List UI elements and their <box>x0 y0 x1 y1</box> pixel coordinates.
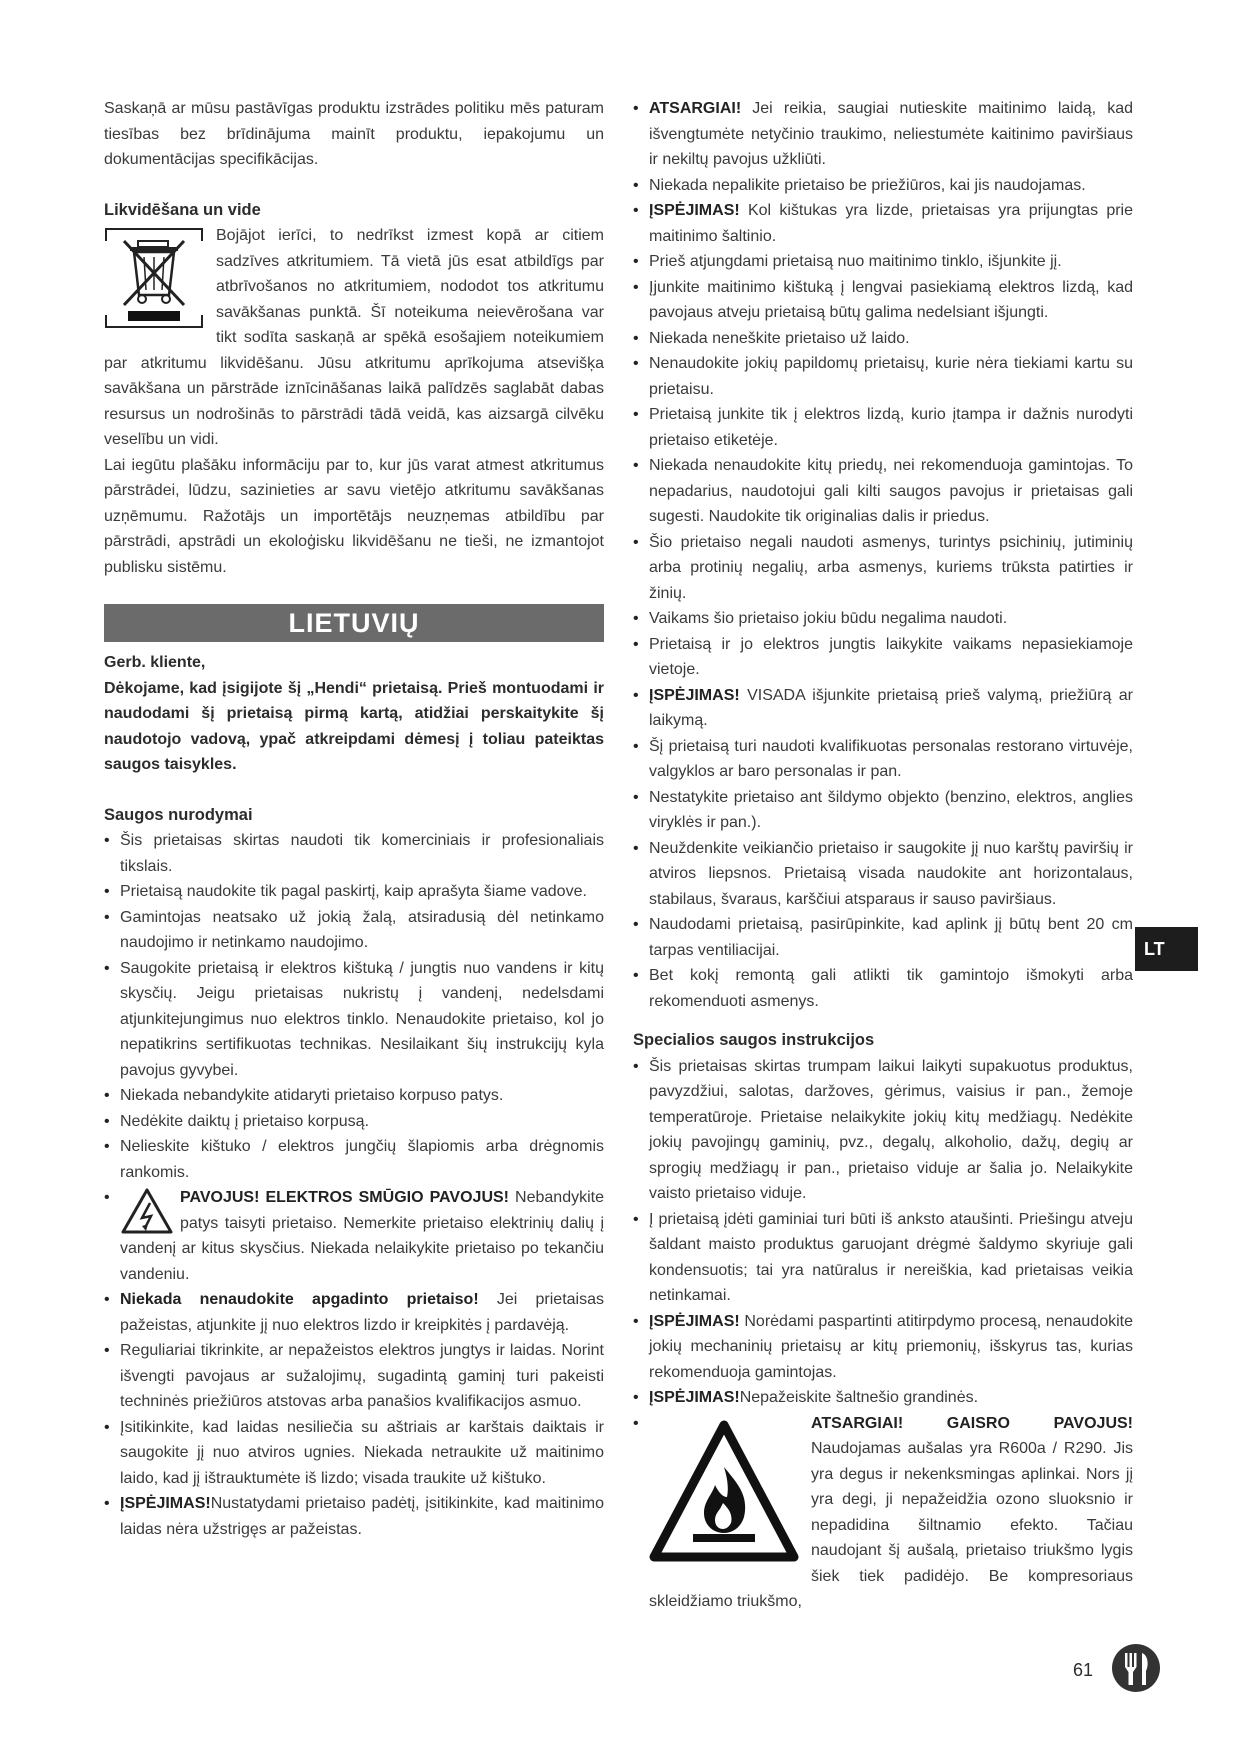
damaged-warning-text: Jei prietaisas pažeistas, atjunkite jį nuo elektros lizdo ir kreipkitės į pardavėją. <box>120 1291 605 1334</box>
warning-item <box>633 1385 1133 1411</box>
intro-paragraph: Saskaņā ar mūsu pastāvīgas produktu izstrādes politiku mēs paturam tiesības bez brīdinājuma mainīt produktu, iepakojumu un dokumentācijas specifikācijas. <box>104 100 604 168</box>
list-item: • Vaikams šio prietaiso jokiu būdu negalima naudoti. <box>633 606 1133 632</box>
disposal-section <box>104 223 604 453</box>
electric-hazard-icon <box>120 1187 174 1235</box>
warning-text: Norėdami paspartinti atitirpdymo procesą, nenaudokite jokių mechaninių prietaisų ar kitų priemonių, išskyrus tas, kurias rekomenduoja gamintojas. <box>649 1312 1133 1381</box>
safety-list-continued <box>633 96 1133 1014</box>
language-tab: LT <box>1135 927 1198 971</box>
warning-label: ĮSPĖJIMAS! <box>649 1389 740 1406</box>
list-item: • Nedėkite daiktų į prietaiso korpusą. <box>104 1109 604 1135</box>
special-safety-list <box>633 1054 1133 1615</box>
list-item: • Nestatykite prietaiso ant šildymo objekto (benzino, elektros, anglies viryklės ir pan.). <box>633 785 1133 836</box>
greeting: Gerb. kliente, <box>104 654 206 671</box>
list-item: • Į prietaisą įdėti gaminiai turi būti iš anksto ataušinti. Priešingu atveju šaldant maisto produktus garuojant drėgmė šaldymo skyriuje gali kondensuotis; tai yra natūralus ir nereiškia, kad prietaisas veikia netinkamai. <box>633 1207 1133 1309</box>
thanks-paragraph: Dėkojame, kad įsigijote šį „Hendi“ prietaisą. Prieš montuodami ir naudodami šį prietaisą pirmą kartą, atidžiai perskaitykite šį naudotojo vadovą, ypač atkreipdami dėmesį į toliau pateiktas saugos taisykles. <box>104 679 604 773</box>
list-item: • Niekada neneškite prietaiso už laido. <box>633 326 1133 352</box>
warning-text: VISADA išjunkite prietaisą prieš valymą, priežiūrą ar laikymą. <box>649 686 1133 729</box>
fire-warning-item <box>633 1411 1133 1615</box>
list-item: • Šis prietaisas skirtas trumpam laikui laikyti supakuotus produktus, pavyzdžiui, salotas, daržoves, gėrimus, vaisius ir pan., žemoje temperatūroje. Prietaise nelaikykite jokių kitų medžiagų. Nedėkite jokių pavojingų gaminių, pvz., degalų, alkoholio, dažų, degių ar sprogių medžiagų ir pan., prietaiso viduje ar šalia jo. Nelaikykite vaisto prietaiso viduje. <box>633 1054 1133 1207</box>
list-item: • Šio prietaiso negali naudoti asmenys, turintys psichinių, jutiminių arba protinių negalių, arba asmenys, kuriems trūksta patirties ir žinių. <box>633 530 1133 607</box>
warning-label: ĮSPĖJIMAS! <box>649 686 740 704</box>
cutlery-logo-icon <box>1111 1643 1161 1693</box>
list-item: • Naudodami prietaisą, pasirūpinkite, kad aplink jį būtų bent 20 cm tarpas ventiliacijai. <box>633 912 1133 963</box>
list-item: • Prietaisą ir jo elektros jungtis laikykite vaikams nepasiekiamoje vietoje. <box>633 632 1133 683</box>
warning-label: ĮSPĖJIMAS! <box>649 1312 740 1330</box>
list-item: • Nelieskite kištuko / elektros jungčių šlapiomis arba drėgnomis rankomis. <box>104 1134 604 1185</box>
list-item: • Gamintojas neatsako už jokią žalą, atsiradusią dėl netinkamo naudojimo ir netinkamo naudojimo. <box>104 905 604 956</box>
flammable-warning-icon <box>649 1417 799 1567</box>
warning-item <box>633 198 1133 249</box>
caution-label: ATSARGIAI! <box>649 100 742 117</box>
fire-warning-label: ATSARGIAI! GAISRO PAVOJUS! <box>811 1414 1133 1432</box>
warning-item <box>633 683 1133 734</box>
damaged-warning-item <box>104 1287 604 1338</box>
weee-bin-icon <box>104 227 204 333</box>
page-number: 61 <box>1073 1660 1094 1680</box>
list-item: • Neuždenkite veikiančio prietaiso ir saugokite jį nuo karštų paviršių ir atviros liepsnos. Prietaisą visada naudokite ant horizontalaus, stabilaus, švaraus, karščiui atsparaus ir sauso paviršiaus. <box>633 836 1133 913</box>
caution-text: Jei reikia, saugiai nutieskite maitinimo laidą, kad išvengtumėte netyčinio traukimo, neliestumėte kaitinimo paviršiaus ir nekiltų pavojus užkliūti. <box>649 100 1134 168</box>
list-item: • Saugokite prietaisą ir elektros kištuką / jungtis nuo vandens ir kitų skysčių. Jeigu prietaisas nukristų į vandenį, nedelsdami atjunkitejungimus nuo elektros tinklo. Nenaudokite prietaiso, kol jo nepatikrins sertifikuotas technikas. Nesilaikant šių instrukcijų kyla pavojus gyvybei. <box>104 956 604 1084</box>
list-item: • Šis prietaisas skirtas naudoti tik komerciniais ir profesionaliais tikslais. <box>104 828 604 879</box>
list-item: • Įjunkite maitinimo kištuką į lengvai pasiekiamą elektros lizdą, kad pavojaus atveju prietaisą būtų galima nedelsiant išjungti. <box>633 275 1133 326</box>
disposal-text-2: Lai iegūtu plašāku informāciju par to, kur jūs varat atmest atkritumus pārstrādei, lūdzu, sazinieties ar savu vietējo atkritumu savākšanas uzņēmumu. Ražotājs un importētājs neuzņemas atbildību par pārstrādi, apstrādi un ekoloģisku likvidēšanu ne tieši, ne izmantojot publisku sistēmu. <box>104 456 604 576</box>
safety-list <box>104 828 604 1542</box>
list-item: • Prieš atjungdami prietaisą nuo maitinimo tinklo, išjunkite jį. <box>633 249 1133 275</box>
warning-text: Kol kištukas yra lizde, prietaisas yra prijungtas prie maitinimo šaltinio. <box>649 202 1134 245</box>
list-item: • Bet kokį remontą gali atlikti tik gamintojo išmokyti arba rekomenduoti asmenys. <box>633 963 1133 1014</box>
warning-item <box>104 1491 604 1542</box>
list-item: • Šį prietaisą turi naudoti kvalifikuotas personalas restorano virtuvėje, valgyklos ar baro personalas ir pan. <box>633 734 1133 785</box>
list-item: • Niekada nebandykite atidaryti prietaiso korpuso patys. <box>104 1083 604 1109</box>
disposal-heading: Likvidēšana un vide <box>104 200 261 219</box>
shock-warning-text: Nebandykite patys taisyti prietaiso. Nemerkite prietaiso elektrinių dalių į vandenį ar kitus skysčius. Niekada nelaikykite prietaiso po tekančiu vandeniu. <box>120 1189 604 1283</box>
list-item: • Reguliariai tikrinkite, ar nepažeistos elektros jungtys ir laidas. Norint išvengti pavojaus ar sužalojimų, sugadintą gaminį turi pakeisti techninės priežiūros atstovas arba panašios kvalifikacijos asmuo. <box>104 1338 604 1415</box>
list-item: • Prietaisą naudokite tik pagal paskirtį, kaip aprašyta šiame vadove. <box>104 879 604 905</box>
list-item: • Įsitikinkite, kad laidas nesiliečia su aštriais ar karštais daiktais ir saugokite jį nuo atviros ugnies. Niekada netraukite už maitinimo laido, kad jį ištrauktumėte iš lizdo; visada traukite už kištuko. <box>104 1415 604 1492</box>
special-safety-heading: Specialios saugos instrukcijos <box>633 1031 875 1049</box>
warning-label: ĮSPĖJIMAS! <box>649 202 740 219</box>
warning-label: ĮSPĖJIMAS! <box>120 1495 211 1512</box>
safety-heading: Saugos nurodymai <box>104 805 253 824</box>
caution-item <box>633 96 1133 173</box>
shock-warning-item <box>104 1185 604 1287</box>
list-item: • Niekada nepalikite prietaiso be priežiūros, kai jis naudojamas. <box>633 173 1133 199</box>
damaged-warning-label: Niekada nenaudokite apgadinto prietaiso! <box>120 1291 479 1308</box>
left-column <box>104 96 604 1542</box>
list-item: • Nenaudokite jokių papildomų prietaisų, kurie nėra tiekiami kartu su prietaisu. <box>633 351 1133 402</box>
right-column <box>633 96 1133 1615</box>
warning-text: Nepažeiskite šaltnešio grandinės. <box>739 1389 979 1406</box>
list-item: • Prietaisą junkite tik į elektros lizdą, kurio įtampa ir dažnis nurodyti prietaiso etiketėje. <box>633 402 1133 453</box>
shock-warning-label: PAVOJUS! ELEKTROS SMŪGIO PAVOJUS! <box>180 1189 509 1206</box>
fire-warning-text: Naudojamas aušalas yra R600a / R290. Jis yra degus ir nekenksmingas aplinkai. Nors jį yra degi, ji nepažeidžia ozono sluoksnio ir nepadidina šiltnamio efekto. Tačiau naudojant šį aušalą, prietaiso triukšmo lygis šiek tiek padidėjo. Be kompresoriaus skleidžiamo triukšmo, <box>649 1440 1133 1610</box>
language-banner: LIETUVIŲ <box>104 604 604 642</box>
disposal-text: Bojājot ierīci, to nedrīkst izmest kopā ar citiem sadzīves atkritumiem. Tā vietā jūs esat atbildīgs par atbrīvošanos no atkritumiem, nododot tos atkritumu savākšanas punktā. Šī noteikuma neievērošana var tikt sodīta saskaņā ar spēkā esošajiem noteikumiem par atkritumu likvidēšanu. Jūsu atkritumu aprīkojuma atsevišķa savākšana un pārstrāde iznīcināšanas laikā palīdzēs saglabāt dabas resursus un nodrošinās to pārstrādi tādā veidā, kas aizsargā cilvēku veselību un vidi. <box>104 227 604 448</box>
warning-text: Nustatydami prietaiso padėtį, įsitikinkite, kad maitinimo laidas nėra užstrigęs ar pažeistas. <box>120 1495 604 1538</box>
warning-item <box>633 1309 1133 1386</box>
list-item: • Niekada nenaudokite kitų priedų, nei rekomenduoja gamintojas. To nepadarius, naudotojui gali kilti saugos pavojus ir prietaisas gali sugesti. Naudokite tik originalias dalis ir priedus. <box>633 453 1133 530</box>
